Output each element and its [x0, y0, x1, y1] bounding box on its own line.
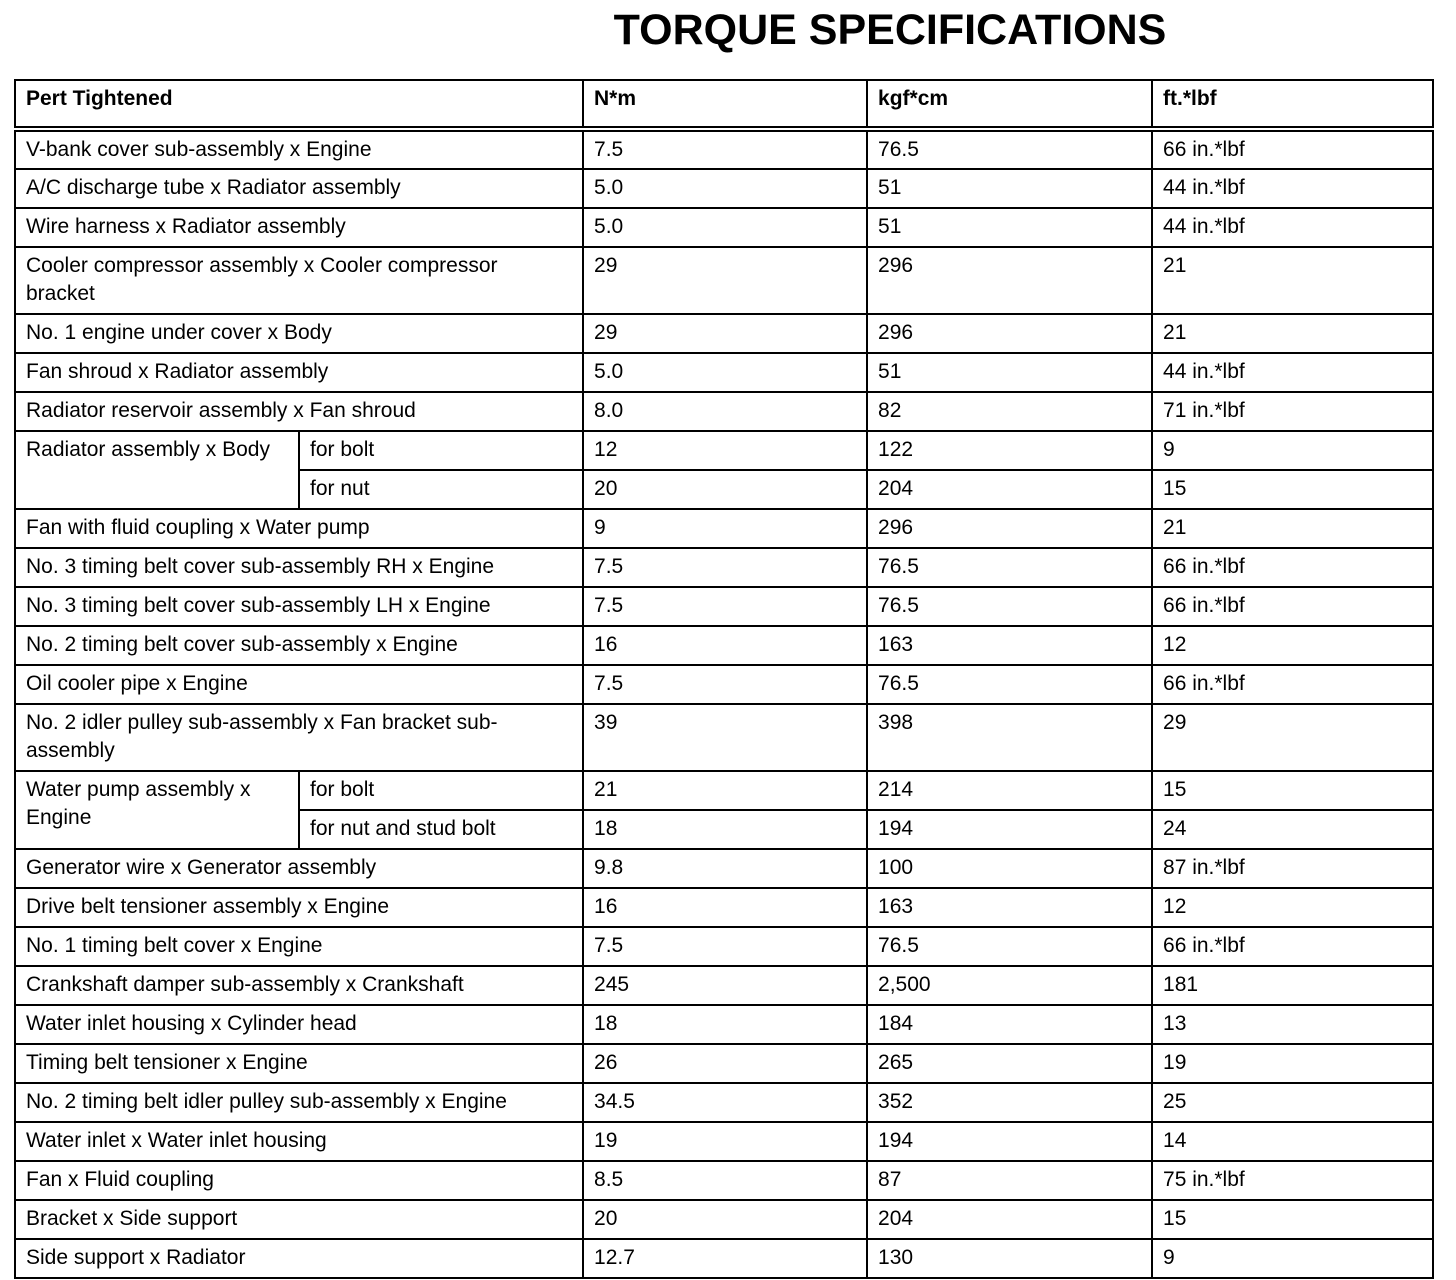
table-row [15, 849, 1433, 888]
kgf-cell: 184 [867, 1005, 1152, 1044]
kgf-cell: 100 [867, 849, 1152, 888]
nm-cell: 245 [583, 966, 867, 1005]
kgf-cell: 76.5 [867, 927, 1152, 966]
kgf-cell: 204 [867, 1200, 1152, 1239]
part-cell: Fan shroud x Radiator assembly [15, 353, 583, 392]
kgf-cell: 51 [867, 169, 1152, 208]
part-cell: Cooler compressor assembly x Cooler compressor bracket [15, 247, 583, 314]
table-row [15, 626, 1433, 665]
ft-cell: 66 in.*lbf [1152, 927, 1433, 966]
ft-cell: 75 in.*lbf [1152, 1161, 1433, 1200]
ft-cell: 15 [1152, 470, 1433, 509]
nm-cell: 7.5 [583, 587, 867, 626]
kgf-cell: 122 [867, 431, 1152, 470]
column-header-kgf: kgf*cm [867, 80, 1152, 129]
table-row [15, 771, 1433, 810]
ft-cell: 66 in.*lbf [1152, 548, 1433, 587]
table-row [15, 927, 1433, 966]
sub-part-cell: for bolt [299, 771, 583, 810]
kgf-cell: 51 [867, 353, 1152, 392]
nm-cell: 5.0 [583, 169, 867, 208]
table-row [15, 509, 1433, 548]
ft-cell: 9 [1152, 431, 1433, 470]
kgf-cell: 398 [867, 704, 1152, 771]
ft-cell: 25 [1152, 1083, 1433, 1122]
kgf-cell: 51 [867, 208, 1152, 247]
kgf-cell: 87 [867, 1161, 1152, 1200]
nm-cell: 9.8 [583, 849, 867, 888]
ft-cell: 13 [1152, 1005, 1433, 1044]
sub-part-cell: for bolt [299, 431, 583, 470]
table-row [15, 392, 1433, 431]
ft-cell: 15 [1152, 1200, 1433, 1239]
torque-spec-table [14, 79, 1434, 1279]
ft-cell: 14 [1152, 1122, 1433, 1161]
table-row [15, 314, 1433, 353]
column-header-part: Pert Tightened [15, 80, 583, 129]
part-cell: A/C discharge tube x Radiator assembly [15, 169, 583, 208]
ft-cell: 24 [1152, 810, 1433, 849]
kgf-cell: 204 [867, 470, 1152, 509]
table-row [15, 665, 1433, 704]
ft-cell: 15 [1152, 771, 1433, 810]
table-row [15, 1005, 1433, 1044]
kgf-cell: 82 [867, 392, 1152, 431]
nm-cell: 19 [583, 1122, 867, 1161]
nm-cell: 34.5 [583, 1083, 867, 1122]
nm-cell: 7.5 [583, 129, 867, 169]
table-row [15, 431, 1433, 470]
nm-cell: 12 [583, 431, 867, 470]
kgf-cell: 194 [867, 1122, 1152, 1161]
ft-cell: 12 [1152, 888, 1433, 927]
kgf-cell: 76.5 [867, 129, 1152, 169]
ft-cell: 9 [1152, 1239, 1433, 1278]
nm-cell: 5.0 [583, 208, 867, 247]
ft-cell: 21 [1152, 509, 1433, 548]
ft-cell: 19 [1152, 1044, 1433, 1083]
nm-cell: 7.5 [583, 927, 867, 966]
part-cell: No. 2 timing belt idler pulley sub-assembly x Engine [15, 1083, 583, 1122]
ft-cell: 66 in.*lbf [1152, 129, 1433, 169]
part-cell: No. 2 timing belt cover sub-assembly x Engine [15, 626, 583, 665]
table-row [15, 966, 1433, 1005]
table-row [15, 548, 1433, 587]
ft-cell: 12 [1152, 626, 1433, 665]
part-cell: Timing belt tensioner x Engine [15, 1044, 583, 1083]
nm-cell: 7.5 [583, 548, 867, 587]
table-row [15, 1161, 1433, 1200]
kgf-cell: 130 [867, 1239, 1152, 1278]
table-row [15, 208, 1433, 247]
page-title: TORQUE SPECIFICATIONS [613, 6, 1167, 54]
column-header-nm: N*m [583, 80, 867, 129]
table-row [15, 247, 1433, 314]
table-row [15, 1239, 1433, 1278]
table-row [15, 1122, 1433, 1161]
nm-cell: 29 [583, 247, 867, 314]
nm-cell: 29 [583, 314, 867, 353]
part-cell: Oil cooler pipe x Engine [15, 665, 583, 704]
ft-cell: 21 [1152, 247, 1433, 314]
part-cell: No. 2 idler pulley sub-assembly x Fan bracket sub-assembly [15, 704, 583, 771]
ft-cell: 29 [1152, 704, 1433, 771]
kgf-cell: 296 [867, 247, 1152, 314]
table-row [15, 129, 1433, 169]
part-cell: V-bank cover sub-assembly x Engine [15, 129, 583, 169]
kgf-cell: 2,500 [867, 966, 1152, 1005]
part-cell: No. 1 engine under cover x Body [15, 314, 583, 353]
nm-cell: 18 [583, 810, 867, 849]
kgf-cell: 76.5 [867, 548, 1152, 587]
ft-cell: 44 in.*lbf [1152, 353, 1433, 392]
kgf-cell: 76.5 [867, 665, 1152, 704]
part-cell: No. 3 timing belt cover sub-assembly RH x Engine [15, 548, 583, 587]
part-cell: Water inlet housing x Cylinder head [15, 1005, 583, 1044]
kgf-cell: 296 [867, 509, 1152, 548]
part-cell: Fan with fluid coupling x Water pump [15, 509, 583, 548]
nm-cell: 12.7 [583, 1239, 867, 1278]
kgf-cell: 265 [867, 1044, 1152, 1083]
part-cell: Wire harness x Radiator assembly [15, 208, 583, 247]
kgf-cell: 352 [867, 1083, 1152, 1122]
part-cell: Radiator reservoir assembly x Fan shroud [15, 392, 583, 431]
column-header-ft: ft.*lbf [1152, 80, 1433, 129]
nm-cell: 39 [583, 704, 867, 771]
nm-cell: 5.0 [583, 353, 867, 392]
nm-cell: 26 [583, 1044, 867, 1083]
part-cell: Radiator assembly x Body [15, 431, 299, 509]
table-row [15, 169, 1433, 208]
table-row [15, 1044, 1433, 1083]
kgf-cell: 76.5 [867, 587, 1152, 626]
table-row [15, 888, 1433, 927]
nm-cell: 8.0 [583, 392, 867, 431]
ft-cell: 66 in.*lbf [1152, 587, 1433, 626]
part-cell: Water inlet x Water inlet housing [15, 1122, 583, 1161]
table-row [15, 1083, 1433, 1122]
table-row [15, 353, 1433, 392]
table-row [15, 1200, 1433, 1239]
table-row [15, 587, 1433, 626]
nm-cell: 18 [583, 1005, 867, 1044]
nm-cell: 20 [583, 1200, 867, 1239]
header-row [15, 80, 1433, 129]
nm-cell: 16 [583, 888, 867, 927]
nm-cell: 7.5 [583, 665, 867, 704]
sub-part-cell: for nut [299, 470, 583, 509]
ft-cell: 44 in.*lbf [1152, 208, 1433, 247]
part-cell: Water pump assembly x Engine [15, 771, 299, 849]
nm-cell: 21 [583, 771, 867, 810]
kgf-cell: 214 [867, 771, 1152, 810]
part-cell: Drive belt tensioner assembly x Engine [15, 888, 583, 927]
kgf-cell: 163 [867, 888, 1152, 927]
ft-cell: 181 [1152, 966, 1433, 1005]
part-cell: Bracket x Side support [15, 1200, 583, 1239]
ft-cell: 66 in.*lbf [1152, 665, 1433, 704]
part-cell: No. 3 timing belt cover sub-assembly LH x Engine [15, 587, 583, 626]
table-row [15, 704, 1433, 771]
part-cell: Side support x Radiator [15, 1239, 583, 1278]
sub-part-cell: for nut and stud bolt [299, 810, 583, 849]
kgf-cell: 163 [867, 626, 1152, 665]
nm-cell: 9 [583, 509, 867, 548]
nm-cell: 8.5 [583, 1161, 867, 1200]
ft-cell: 71 in.*lbf [1152, 392, 1433, 431]
nm-cell: 20 [583, 470, 867, 509]
kgf-cell: 296 [867, 314, 1152, 353]
ft-cell: 21 [1152, 314, 1433, 353]
nm-cell: 16 [583, 626, 867, 665]
ft-cell: 44 in.*lbf [1152, 169, 1433, 208]
part-cell: No. 1 timing belt cover x Engine [15, 927, 583, 966]
kgf-cell: 194 [867, 810, 1152, 849]
part-cell: Fan x Fluid coupling [15, 1161, 583, 1200]
part-cell: Crankshaft damper sub-assembly x Crankshaft [15, 966, 583, 1005]
ft-cell: 87 in.*lbf [1152, 849, 1433, 888]
part-cell: Generator wire x Generator assembly [15, 849, 583, 888]
